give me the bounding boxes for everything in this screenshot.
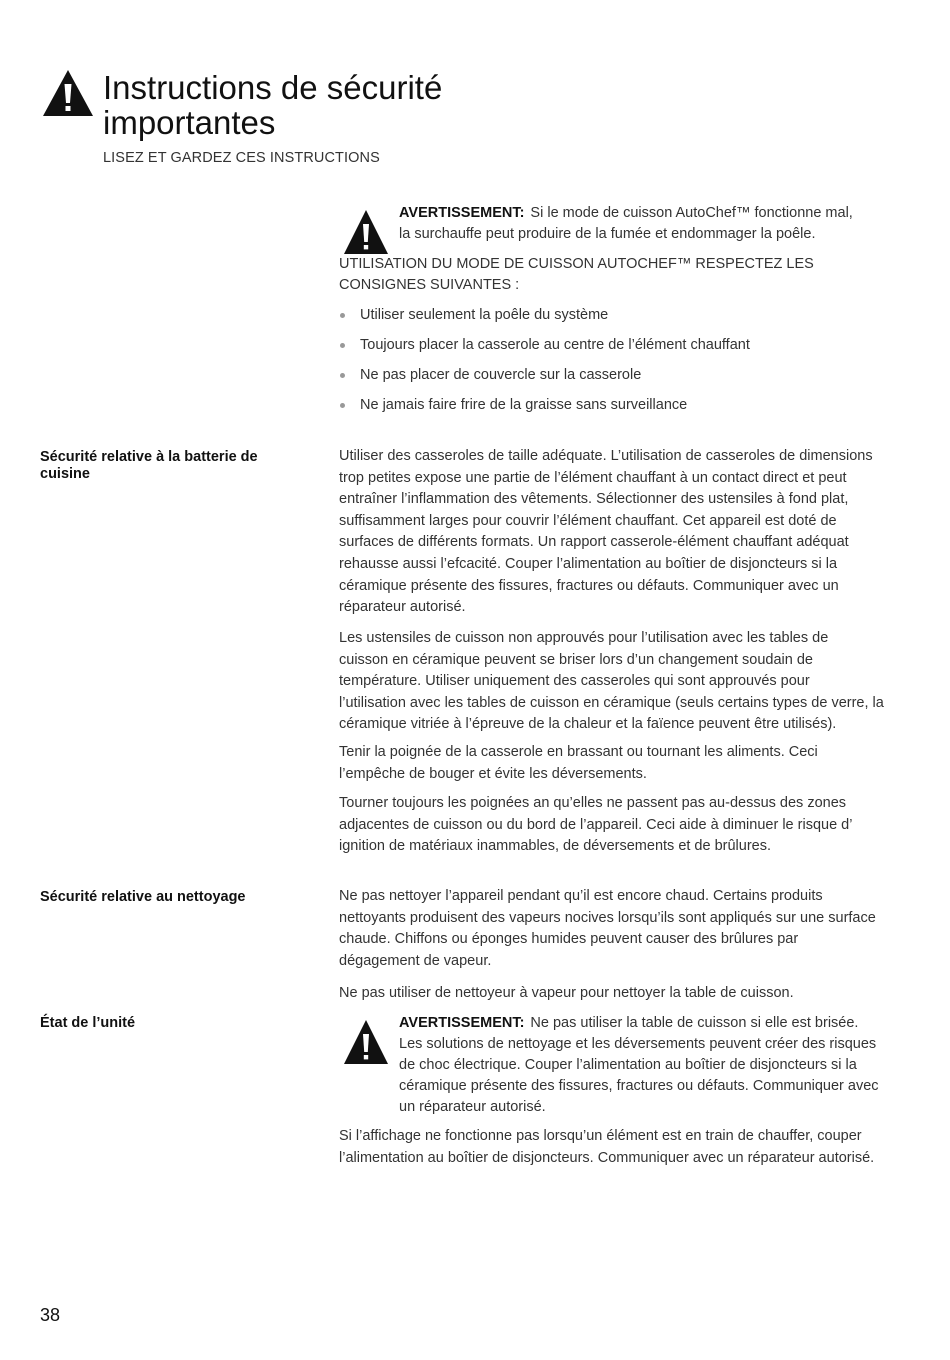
text-line: ignition de matériaux inammables, de déversements et de brûlures.	[339, 838, 772, 855]
list-item: Ne jamais faire frire de la graisse sans surveillance	[339, 395, 750, 425]
text-line: cuisson en céramique peuvent se briser lors d’un changement soudain de	[339, 651, 813, 668]
warning-text-line: de choc électrique. Couper l’alimentation au boîtier de disjoncteurs si la	[399, 1057, 857, 1073]
text-line: entraîner l’inflammation des vêtements. Sélectionner des ustensiles à fond plat,	[339, 491, 849, 508]
unit-paragraph-1	[339, 1126, 939, 1169]
text-line: l’alimentation au boîtier de disjoncteurs. Communiquer avec un réparateur autorisé.	[339, 1149, 875, 1166]
page-subtitle: LISEZ ET GARDEZ CES INSTRUCTIONS	[103, 150, 380, 166]
text-line: l’empêche de bouger et évite les déversements.	[339, 765, 647, 782]
cleaning-paragraph-1	[339, 886, 939, 972]
warning-text-line: un réparateur autorisé.	[399, 1099, 546, 1115]
heading-line: cuisine	[40, 466, 90, 482]
text-line: réparateur autorisé.	[339, 599, 466, 616]
text-line: Ne pas nettoyer l’appareil pendant qu’il est encore chaud. Certains produits	[339, 888, 823, 904]
text-line: nettoyants produisent des vapeurs nocives lorsqu’ils sont appliqués sur une surface	[339, 909, 876, 926]
text-line: l’utilisation avec les tables de cuisson en céramique (seuls certains types de verre, la	[339, 694, 884, 711]
text-line: trop petites expose une partie de l’élément chauffant à un contact direct et peut	[339, 469, 847, 486]
unit-state-heading: État de l’unité	[40, 1015, 136, 1031]
text-line: Utiliser des casseroles de taille adéquate. L’utilisation de casseroles de dimensions	[339, 448, 873, 464]
text-line: surfaces de différents formats. Un rapport casserole-élément chauffant adéquat	[339, 534, 849, 551]
autochef-intro-line: UTILISATION DU MODE DE CUISSON AUTOCHEF™ RESPECTEZ LES	[339, 256, 814, 272]
page-title-line-1: Instructions de sécurité	[103, 69, 443, 106]
text-line: céramique vitriée à l’épreuve de la chaleur et la faïence peuvent être utilisés).	[339, 716, 837, 733]
cleaning-paragraph-2: Ne pas utiliser de nettoyeur à vapeur pour nettoyer la table de cuisson.	[339, 985, 794, 1001]
warning-triangle-icon	[343, 209, 389, 255]
warning-text-line: la surchauffe peut produire de la fumée et endommager la poêle.	[399, 226, 816, 242]
text-line: Si l’affichage ne fonctionne pas lorsqu’un élément est en train de chauffer, couper	[339, 1128, 862, 1144]
text-line: dégagement de vapeur.	[339, 952, 492, 969]
text-line: Les ustensiles de cuisson non approuvés pour l’utilisation avec les tables de	[339, 630, 829, 646]
page-title	[103, 70, 603, 140]
list-item: Ne pas placer de couvercle sur la casserole	[339, 365, 750, 395]
warning-text-line: Ne pas utiliser la table de cuisson si elle est brisée.	[530, 1015, 859, 1031]
list-item: Toujours placer la casserole au centre de l’élément chauffant	[339, 335, 750, 365]
page-number: 38	[40, 1305, 61, 1325]
text-line: chaude. Chiffons ou éponges humides peuvent causer des brûlures par	[339, 931, 799, 948]
warning-label: AVERTISSEMENT:	[399, 1015, 525, 1031]
cleaning-safety-heading: Sécurité relative au nettoyage	[40, 889, 246, 905]
autochef-intro	[339, 254, 939, 296]
autochef-intro-line: CONSIGNES SUIVANTES :	[339, 277, 520, 293]
text-line: suffisamment larges pour couvrir l’élément chauffant. Cet appareil est doté de	[339, 512, 837, 529]
page-title-line-2: importantes	[103, 104, 276, 141]
text-line: Tenir la poignée de la casserole en brassant ou tournant les aliments. Ceci	[339, 744, 818, 760]
text-line: céramique présente des fissures, fractures ou défauts. Communiquer avec un	[339, 577, 839, 594]
warning-text-line: céramique présente des fissures, fractures ou défauts. Communiquer avec	[399, 1078, 879, 1094]
cookware-safety-heading	[40, 449, 300, 483]
list-item: Utiliser seulement la poêle du système	[339, 305, 750, 335]
warning-triangle-icon	[42, 68, 94, 118]
text-line: adjacentes de cuisson ou du bord de l’appareil. Ceci aide à diminuer le risque d’	[339, 816, 853, 833]
text-line: Tourner toujours les poignées an qu’elles ne passent pas au-dessus des zones	[339, 795, 847, 811]
cookware-paragraph-3	[339, 742, 939, 785]
text-line: rehausse aussi l’efcacité. Couper l’alimentation au boîtier de disjoncteurs si la	[339, 555, 838, 572]
warning-label: AVERTISSEMENT:	[399, 205, 525, 221]
cookware-paragraph-2	[339, 628, 939, 736]
autochef-rules-list	[339, 305, 750, 425]
text-line: température. Utiliser uniquement des casseroles qui sont approuvés pour	[339, 673, 810, 690]
heading-line: Sécurité relative à la batterie de	[40, 449, 258, 465]
cookware-paragraph-1	[339, 446, 939, 619]
cookware-paragraph-4	[339, 793, 939, 858]
warning-triangle-icon	[343, 1019, 389, 1065]
warning-text-line: Si le mode de cuisson AutoChef™ fonctionne mal,	[530, 205, 853, 221]
warning-text-line: Les solutions de nettoyage et les déversements peuvent créer des risques	[399, 1036, 877, 1052]
